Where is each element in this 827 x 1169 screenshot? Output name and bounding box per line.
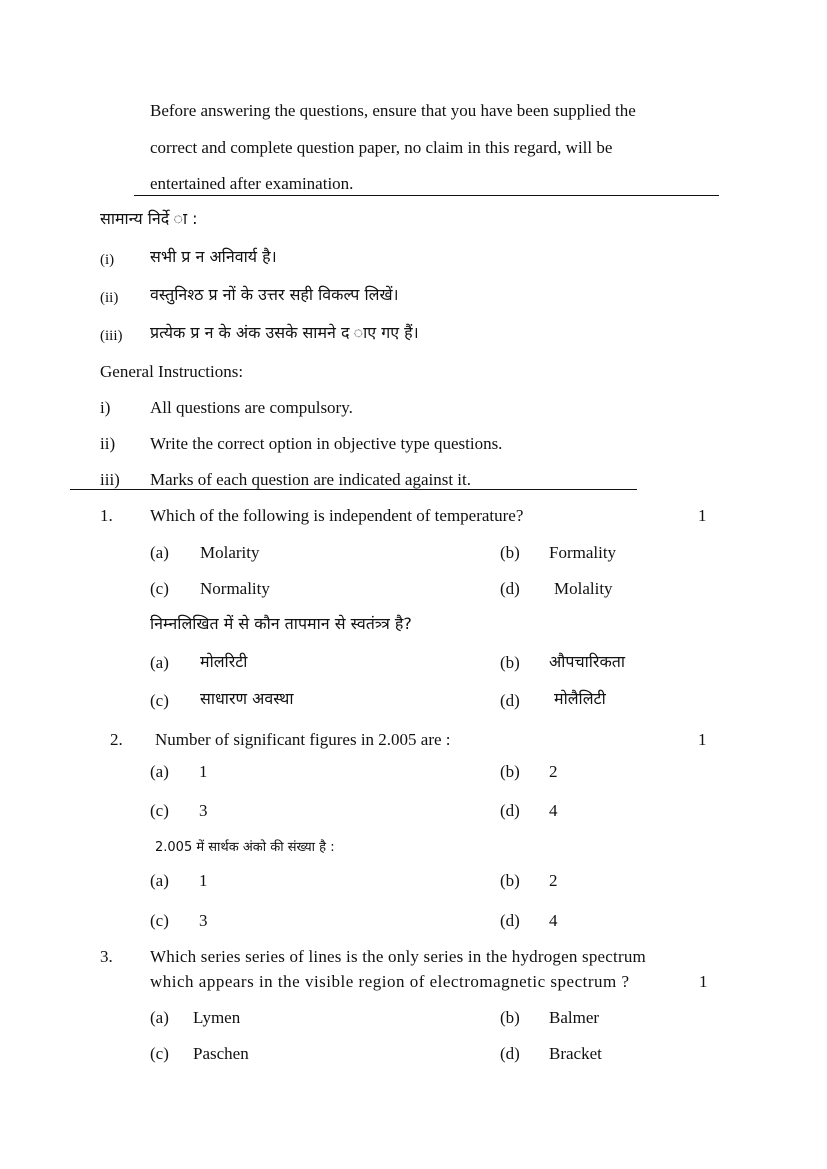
option-text: Bracket — [549, 1044, 602, 1063]
hindi-instruction-num: (ii) — [100, 290, 119, 306]
question-text: Which of the following is independent of temperature? — [150, 506, 524, 525]
option-label: (c) — [150, 691, 169, 710]
question-text: Which series series of lines is the only series in the hydrogen spectrum — [150, 947, 646, 966]
option-text: Formality — [549, 543, 617, 562]
option-text-hindi: औपचारिकता — [549, 652, 626, 671]
option-label: (a) — [150, 762, 169, 781]
option-text: 2 — [549, 762, 558, 781]
notice-line-3: entertained after examination. — [150, 174, 354, 193]
option-label: (c) — [150, 801, 169, 820]
option-text: Normality — [200, 579, 270, 598]
notice-line-2: correct and complete question paper, no claim in this regard, will be — [150, 138, 613, 157]
option-text: Molarity — [200, 543, 260, 562]
option-text: 1 — [199, 762, 208, 781]
hindi-instruction-text: प्रत्येक प्र न के अंक उसके सामने द ाए गए हैं। — [150, 323, 419, 342]
option-text: 2 — [549, 871, 558, 890]
question-text: Number of significant figures in 2.005 are : — [155, 730, 451, 749]
question-marks: 1 — [699, 972, 708, 991]
hindi-instruction-text: वस्तुनिश्ठ प्र नों के उत्तर सही विकल्प लिखें। — [150, 285, 399, 304]
option-text-hindi: मोलरिटी — [200, 652, 248, 671]
instruction-num: iii) — [100, 470, 120, 489]
question-number: 2. — [110, 730, 123, 749]
option-text: 4 — [549, 801, 558, 820]
notice-line-1: Before answering the questions, ensure that you have been supplied the — [150, 101, 636, 120]
option-text: Paschen — [193, 1044, 249, 1063]
question-marks: 1 — [698, 730, 707, 749]
option-label: (c) — [150, 579, 169, 598]
option-text: 4 — [549, 911, 558, 930]
hindi-instructions-heading: सामान्य निर्दे ा : — [100, 209, 198, 228]
instruction-num: ii) — [100, 434, 116, 453]
option-label: (a) — [150, 871, 169, 890]
question-text-hindi: 2.005 में सार्थक अंको की संख्या है : — [155, 840, 335, 855]
option-label: (d) — [500, 801, 520, 820]
hindi-instruction-num: (i) — [100, 252, 115, 268]
option-label: (d) — [500, 579, 520, 598]
option-label: (b) — [500, 653, 520, 672]
question-text: which appears in the visible region of electromagnetic spectrum ? — [150, 972, 630, 991]
option-label: (b) — [500, 871, 520, 890]
question-number: 3. — [100, 947, 113, 966]
option-text: Molality — [554, 579, 613, 598]
instruction-num: i) — [100, 398, 111, 417]
option-text-hindi: साधारण अवस्था — [200, 689, 294, 708]
option-text: 1 — [199, 871, 208, 890]
option-label: (a) — [150, 1008, 169, 1027]
question-marks: 1 — [698, 506, 707, 525]
hindi-instruction-num: (iii) — [100, 328, 123, 344]
option-label: (b) — [500, 1008, 520, 1027]
option-label: (d) — [500, 1044, 520, 1063]
option-label: (b) — [500, 762, 520, 781]
instruction-text: All questions are compulsory. — [150, 398, 353, 417]
option-text: Balmer — [549, 1008, 600, 1027]
option-label: (a) — [150, 653, 169, 672]
option-text: Lymen — [193, 1008, 241, 1027]
option-label: (d) — [500, 691, 520, 710]
notice-divider — [134, 195, 719, 196]
option-label: (d) — [500, 911, 520, 930]
instruction-text: Marks of each question are indicated against it. — [150, 470, 471, 489]
option-label: (c) — [150, 911, 169, 930]
option-label: (a) — [150, 543, 169, 562]
option-text: 3 — [199, 911, 208, 930]
hindi-instruction-text: सभी प्र न अनिवार्य है। — [150, 247, 277, 266]
question-number: 1. — [100, 506, 113, 525]
question-text-hindi: निम्नलिखित में से कौन तापमान से स्वतंत्र्त्र है? — [150, 614, 412, 633]
option-label: (b) — [500, 543, 520, 562]
general-instructions-heading: General Instructions: — [100, 362, 244, 381]
instruction-text: Write the correct option in objective type questions. — [150, 434, 503, 453]
option-text-hindi: मोलैलिटी — [554, 689, 606, 708]
option-label: (c) — [150, 1044, 169, 1063]
option-text: 3 — [199, 801, 208, 820]
instructions-divider — [70, 489, 637, 490]
